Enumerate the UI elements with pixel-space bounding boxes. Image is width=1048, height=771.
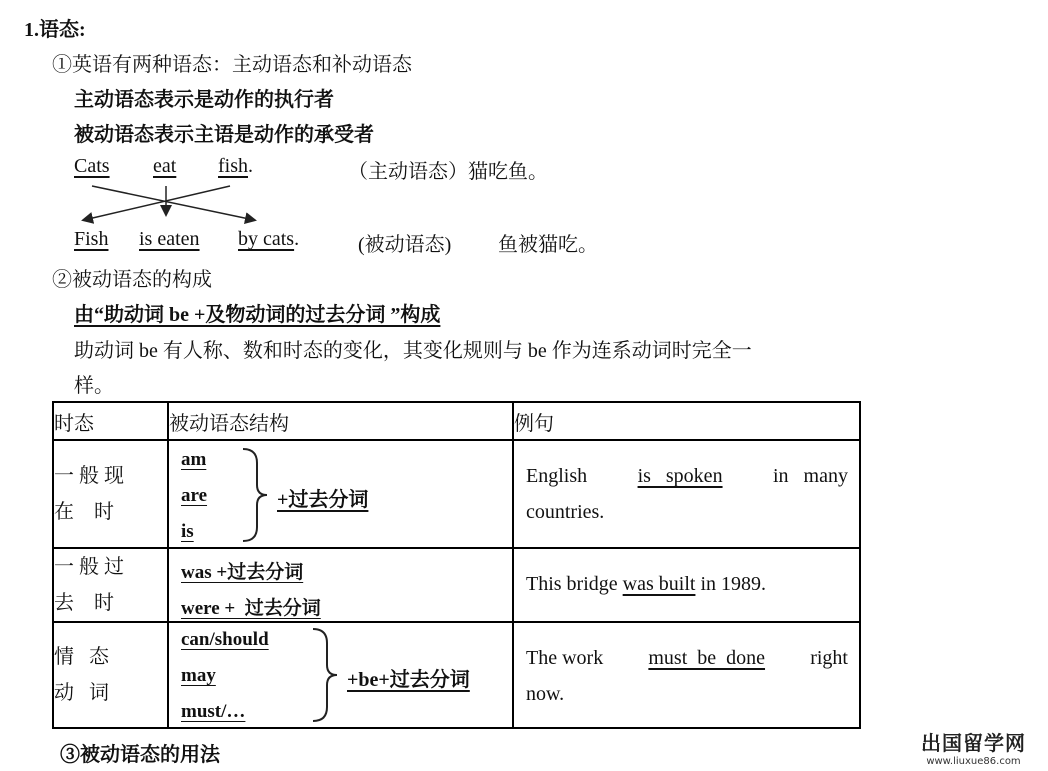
structure-cell <box>168 548 513 622</box>
structure-cell <box>168 622 513 728</box>
form-was: was +过去分词 <box>181 562 304 583</box>
form-am: am <box>181 449 207 470</box>
form-can-should: can/should <box>181 629 269 650</box>
explanation-line-2: 样。 <box>74 375 114 397</box>
form-must: must/… <box>181 701 246 722</box>
tense-line-2: 在 时 <box>54 501 114 523</box>
passive-period: . <box>294 228 300 250</box>
header-tense: 时态 <box>53 402 168 440</box>
structure-cell <box>168 440 513 548</box>
tense-cell <box>53 548 168 622</box>
site-watermark <box>921 727 1026 767</box>
tense-line-1: 一 般 现 <box>54 465 124 487</box>
arrow-cats-to-bycats <box>92 186 254 220</box>
right-brace-icon <box>309 627 343 723</box>
header-example: 例句 <box>513 402 860 440</box>
active-word-cats: Cats <box>74 155 110 177</box>
form-were: were + 过去分词 <box>181 598 321 619</box>
example-pre: The work <box>526 647 604 669</box>
example-line-2: countries. <box>526 501 605 523</box>
structure-suffix: +be+过去分词 <box>347 669 470 691</box>
table-header-row <box>53 402 860 440</box>
voice-intro: ①英语有两种语态：主动语态和补动语态 <box>52 54 412 76</box>
example-line-1 <box>526 465 848 488</box>
tense-line-1: 一 般 过 <box>54 556 124 578</box>
example-post: in 1989. <box>700 573 766 595</box>
example-cell <box>513 622 860 728</box>
table-row <box>53 548 860 622</box>
form-is: is <box>181 521 194 542</box>
structure-suffix: +过去分词 <box>277 489 369 511</box>
table-row <box>53 622 860 728</box>
passive-voice-definition: 被动语态表示主语是动作的承受者 <box>74 124 374 146</box>
voice-swap-arrows <box>72 182 272 228</box>
table-row <box>53 440 860 548</box>
form-may: may <box>181 665 216 686</box>
example-post: in many <box>773 465 848 487</box>
example-line-2: now. <box>526 683 565 705</box>
passive-word-bycats-group <box>238 228 299 251</box>
passive-note: (被动语态) <box>358 234 452 256</box>
passive-usage-title: ③被动语态的用法 <box>60 744 220 766</box>
right-brace-icon <box>239 447 273 543</box>
section-heading: 1.语态: <box>24 19 86 41</box>
example-post: right <box>810 647 848 669</box>
example-underlined: is spoken <box>637 465 723 487</box>
active-period: . <box>248 155 253 177</box>
active-word-eat: eat <box>153 155 177 177</box>
active-voice-definition: 主动语态表示是动作的执行者 <box>74 89 334 111</box>
example-line-1 <box>526 573 766 596</box>
passive-structure-table <box>52 401 861 729</box>
tense-line-2: 动 词 <box>54 682 109 704</box>
form-are: are <box>181 485 208 506</box>
passive-formation-rule: 由“助动词 be +及物动词的过去分词 ”构成 <box>74 304 441 326</box>
passive-word-is-eaten: is eaten <box>139 228 200 250</box>
header-structure: 被动语态结构 <box>168 402 513 440</box>
example-underlined: was built <box>622 573 696 595</box>
example-underlined: must be done <box>648 647 766 669</box>
active-note: （主动语态）猫吃鱼。 <box>348 161 548 183</box>
active-word-fish: fish <box>218 155 248 177</box>
tense-cell <box>53 622 168 728</box>
active-word-fish-group <box>218 155 253 178</box>
arrow-fish-to-fish <box>84 186 230 220</box>
example-pre: This bridge <box>526 573 618 595</box>
passive-word-fish: Fish <box>74 228 109 250</box>
watermark-cn: 出国留学网 <box>921 731 1026 755</box>
example-cell <box>513 548 860 622</box>
tense-line-1: 情 态 <box>54 646 109 668</box>
tense-cell <box>53 440 168 548</box>
example-cell <box>513 440 860 548</box>
watermark-url: www.liuxue86.com <box>926 756 1021 767</box>
passive-translation: 鱼被猫吃。 <box>498 234 598 256</box>
passive-word-by-cats: by cats <box>238 228 295 250</box>
explanation-line-1: 助动词 be 有人称、数和时态的变化，其变化规则与 be 作为连系动词时完全一 <box>74 340 752 362</box>
example-pre: English <box>526 465 588 487</box>
example-line-1 <box>526 647 848 670</box>
tense-line-2: 去 时 <box>54 592 114 614</box>
passive-formation-title: ②被动语态的构成 <box>52 269 212 291</box>
